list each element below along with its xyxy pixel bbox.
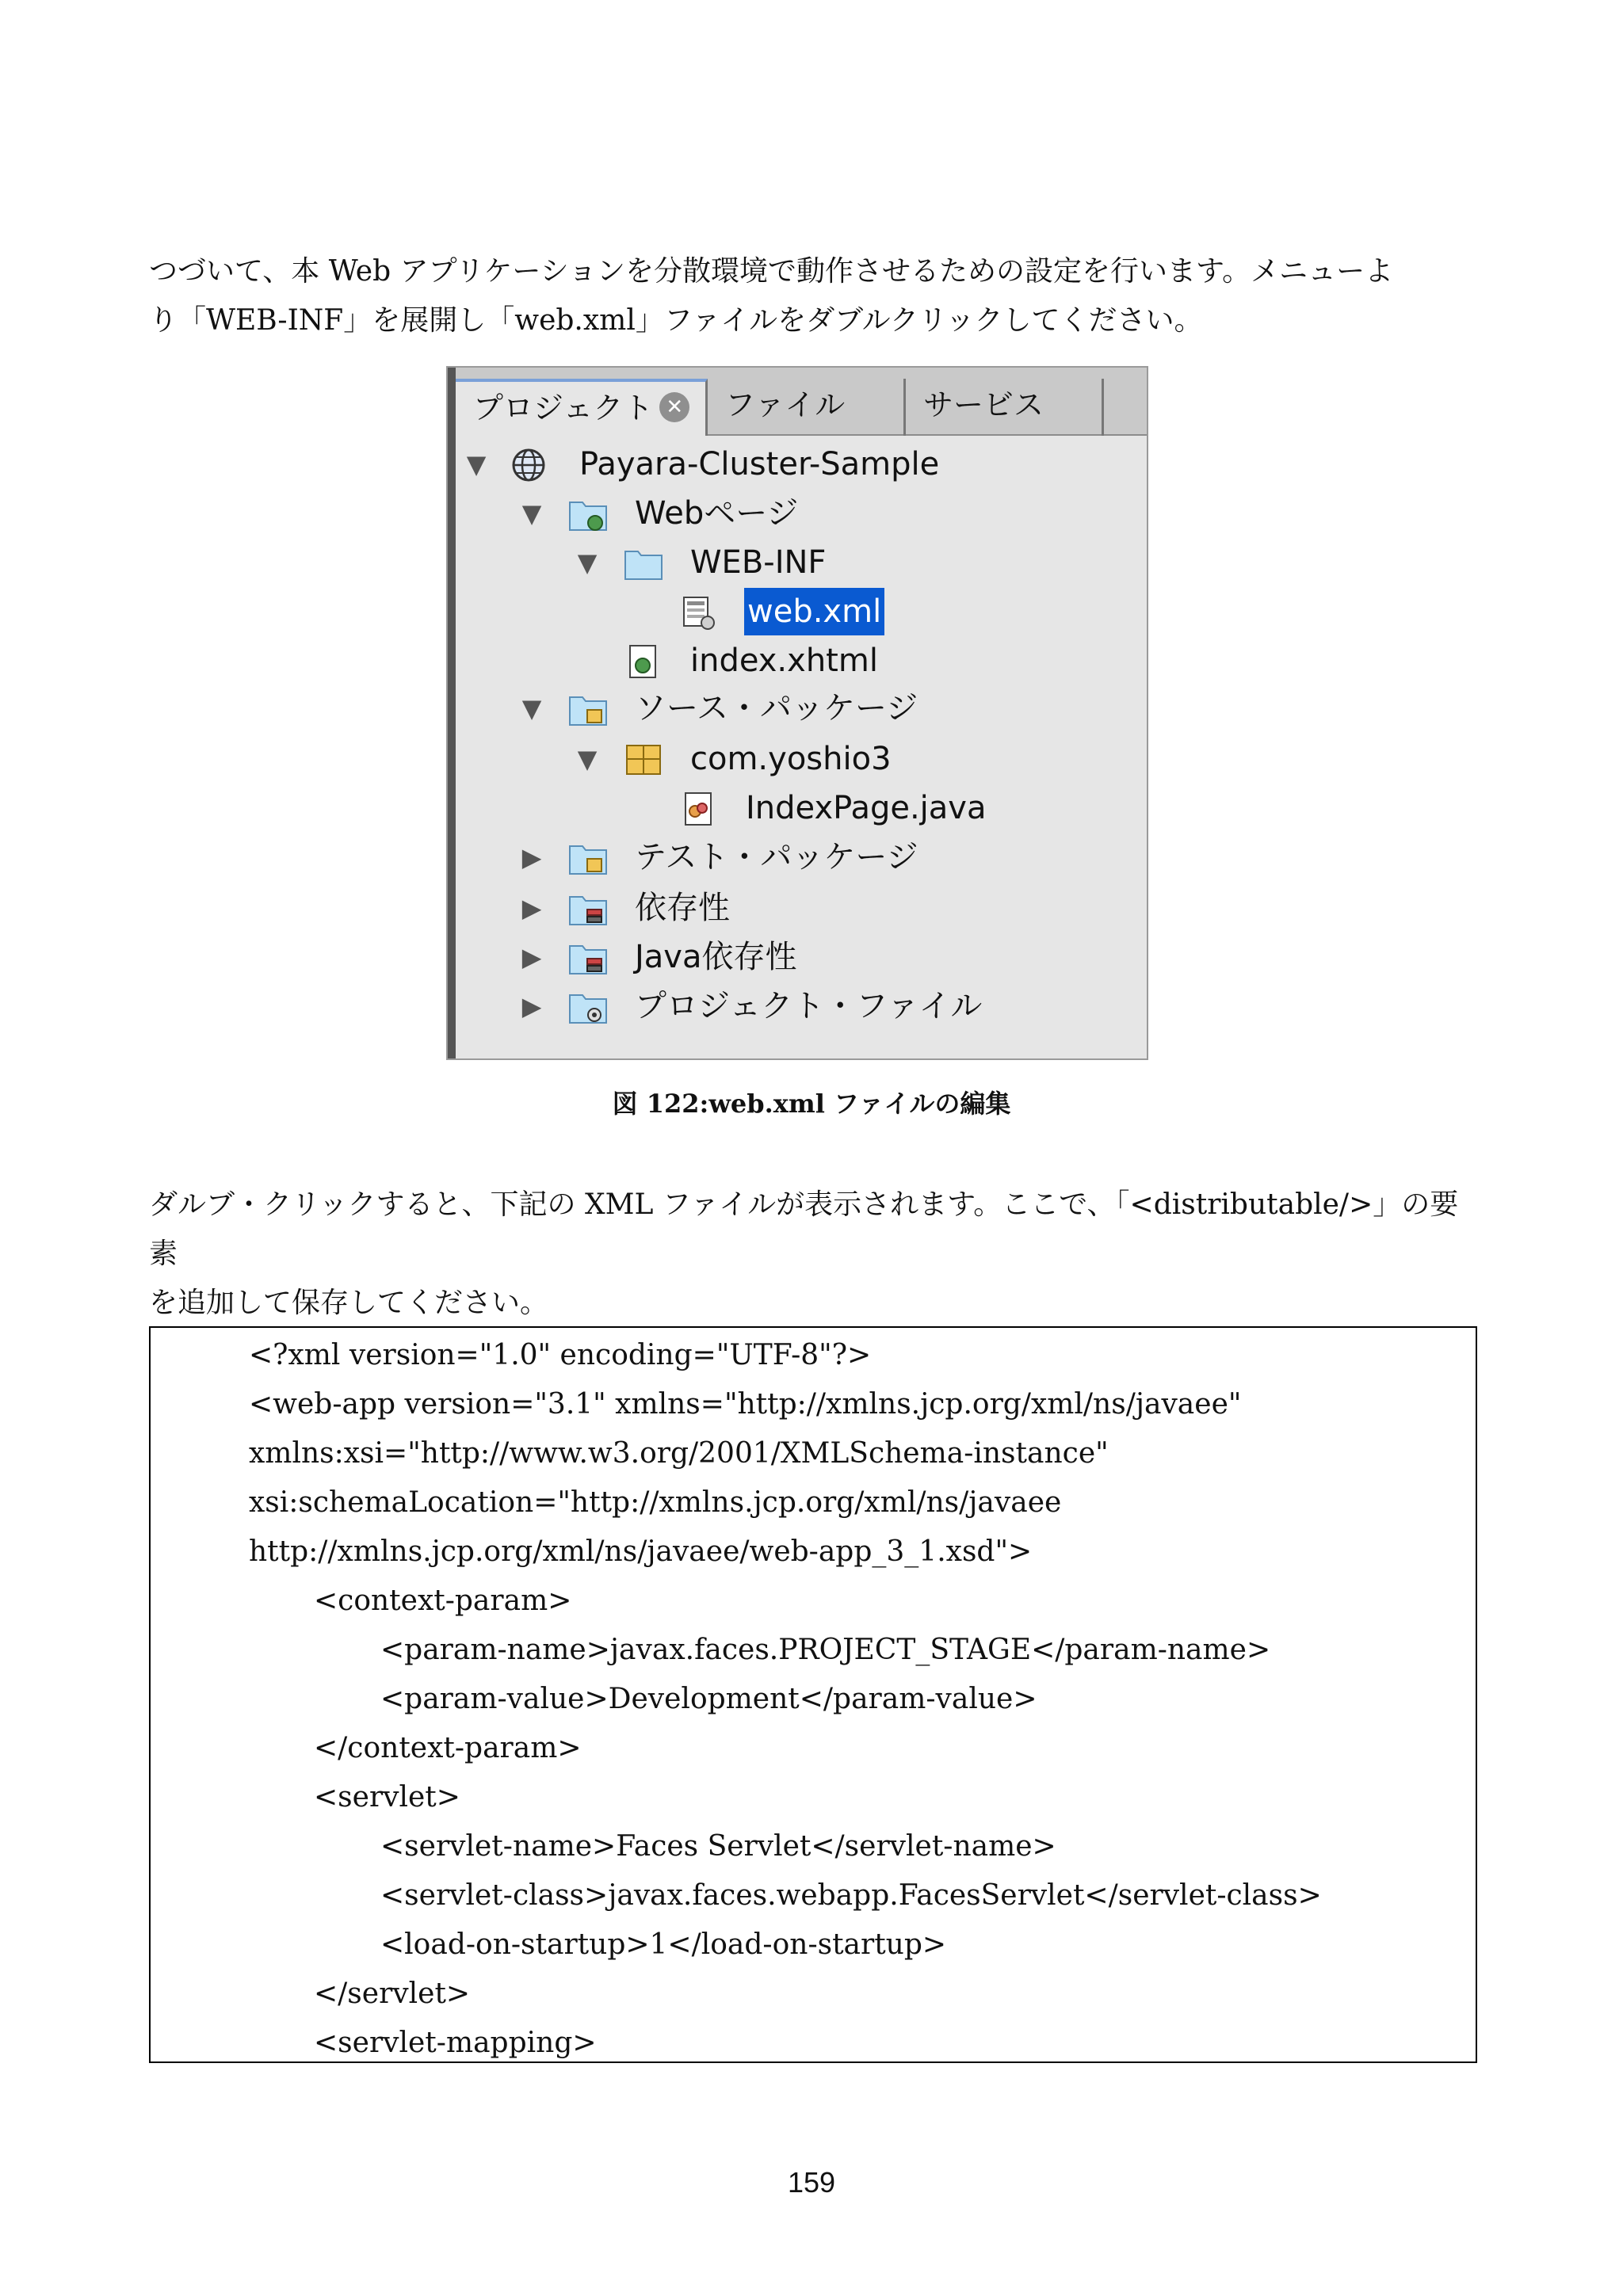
tree-node-label: Webページ — [635, 495, 799, 532]
intro-paragraph — [149, 247, 1480, 345]
tree-node-label: テスト・パッケージ — [635, 839, 918, 875]
expand-arrow-icon[interactable]: ▶ — [521, 991, 542, 1021]
code-line: xmlns:xsi="http://www.w3.org/2001/XMLSchema-instance" — [249, 1437, 1109, 1470]
project-globe-icon — [510, 447, 549, 483]
expand-arrow-icon[interactable]: ▼ — [521, 498, 542, 528]
code-line: <param-name>javax.faces.PROJECT_STAGE</param-name> — [380, 1634, 1271, 1666]
package-icon — [624, 742, 663, 778]
explorer-tab-bar — [456, 368, 1148, 436]
code-line: <servlet-name>Faces Servlet</servlet-name> — [380, 1830, 1056, 1863]
expand-arrow-icon[interactable]: ▼ — [577, 547, 598, 578]
tab-services-label: サービス — [923, 387, 1044, 422]
tree-node-source-packages[interactable] — [456, 685, 1145, 732]
tree-node-index-xhtml[interactable] — [456, 637, 1145, 685]
tree-node-package[interactable] — [456, 735, 1145, 783]
code-line: <servlet-mapping> — [314, 2027, 597, 2059]
body-line-1: ダルブ・クリックすると、下記の XML ファイルが表示されます。ここで、「<distributable/>」の要素 — [149, 1188, 1459, 1270]
expand-arrow-icon[interactable]: ▼ — [577, 744, 598, 774]
expand-arrow-icon[interactable]: ▶ — [521, 842, 542, 872]
tree-node-label: com.yoshio3 — [690, 741, 892, 777]
xml-file-icon — [679, 594, 719, 631]
tab-projects-label: プロジェクト — [473, 391, 654, 425]
code-line: </context-param> — [314, 1732, 582, 1764]
tree-node-label: プロジェクト・ファイル — [635, 988, 983, 1024]
folder-icon — [624, 545, 663, 582]
xml-code-box — [149, 1326, 1477, 2063]
tree-node-label: Java依存性 — [635, 939, 797, 975]
tab-files[interactable] — [708, 379, 906, 436]
tree-node-project-files[interactable] — [456, 982, 1145, 1030]
code-line: </servlet> — [314, 1978, 471, 2010]
screenshot-left-edge — [448, 368, 456, 1058]
expand-arrow-icon[interactable]: ▼ — [521, 693, 542, 723]
expand-arrow-icon[interactable]: ▶ — [521, 893, 542, 923]
code-line: xsi:schemaLocation="http://xmlns.jcp.org/xml/ns/javaee — [249, 1486, 1062, 1519]
tree-node-label: 依存性 — [635, 890, 730, 926]
body-paragraph — [149, 1180, 1480, 1328]
code-line: <servlet-class>javax.faces.webapp.FacesServlet</servlet-class> — [380, 1879, 1322, 1912]
body-line-2: を追加して保存してください。 — [149, 1287, 549, 1319]
intro-line-2: り「WEB-INF」を展開し「web.xml」ファイルをダブルクリックしてください。 — [149, 304, 1203, 337]
tree-node-web-xml[interactable] — [456, 588, 1145, 635]
code-line: <web-app version="3.1" xmlns="http://xmlns.jcp.org/xml/ns/javaee" — [249, 1388, 1242, 1421]
code-line: <?xml version="1.0" encoding="UTF-8"?> — [249, 1339, 872, 1371]
tree-node-java-dependencies[interactable] — [456, 933, 1145, 981]
source-folder-icon — [568, 691, 608, 727]
project-files-folder-icon — [568, 989, 608, 1025]
code-line: <servlet> — [314, 1781, 460, 1814]
tree-node-label: IndexPage.java — [746, 790, 987, 826]
project-tree — [456, 436, 1148, 1060]
code-line: http://xmlns.jcp.org/xml/ns/javaee/web-app_3_1.xsd"> — [249, 1535, 1033, 1568]
tree-node-label: ソース・パッケージ — [635, 690, 918, 727]
tree-node-dependencies[interactable] — [456, 884, 1145, 932]
web-folder-icon — [568, 496, 608, 532]
expand-arrow-icon[interactable]: ▼ — [466, 449, 487, 479]
code-line: <context-param> — [314, 1585, 572, 1617]
tree-node-web-inf[interactable] — [456, 539, 1145, 586]
figure-caption: 図 122:web.xml ファイルの編集 — [612, 1089, 1011, 1119]
tree-node-label: WEB-INF — [690, 544, 827, 581]
expand-arrow-icon[interactable]: ▶ — [521, 942, 542, 972]
page-number: 159 — [787, 2166, 836, 2199]
tab-services[interactable] — [906, 379, 1104, 436]
project-explorer-screenshot — [446, 366, 1148, 1060]
test-folder-icon — [568, 840, 608, 876]
code-line: <param-value>Development</param-value> — [380, 1683, 1037, 1715]
tree-node-label: index.xhtml — [690, 643, 878, 679]
tree-node-web-pages[interactable] — [456, 490, 1145, 537]
tree-node-test-packages[interactable] — [456, 833, 1145, 881]
close-icon[interactable]: ✕ — [659, 392, 689, 422]
tab-files-label: ファイル — [725, 387, 846, 422]
code-line: <load-on-startup>1</load-on-startup> — [380, 1928, 947, 1961]
intro-line-1: つづいて、本 Web アプリケーションを分散環境で動作させるための設定を行います。メニューよ — [149, 255, 1394, 288]
java-file-icon — [679, 791, 719, 827]
java-dependency-folder-icon — [568, 940, 608, 976]
tab-projects[interactable] — [456, 379, 708, 436]
tree-node-label-selected: web.xml — [744, 588, 884, 635]
dependency-folder-icon — [568, 891, 608, 927]
tree-node-project[interactable] — [456, 441, 1145, 488]
tree-node-index-page-java[interactable] — [456, 784, 1145, 832]
tree-node-label: Payara-Cluster-Sample — [579, 446, 940, 482]
html-file-icon — [624, 643, 663, 680]
